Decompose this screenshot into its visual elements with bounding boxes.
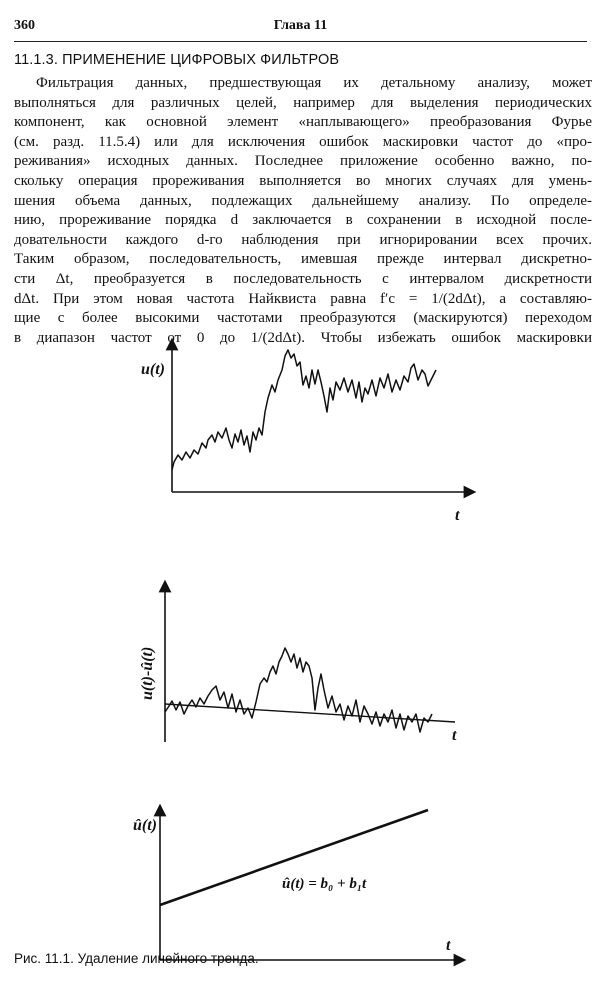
plot3-xlabel: t — [446, 937, 451, 954]
plot3-ylabel: û(t) — [133, 817, 157, 834]
text-line: в диапазон частот от 0 до 1/(2dΔt). Чтобы избежать ошибок маскировки — [14, 329, 592, 346]
text-line: Таким образом, последовательность, имевшая прежде интервал дискретно- — [14, 251, 592, 268]
header-rule — [14, 41, 587, 42]
signal-line — [172, 350, 436, 470]
text-line: компонент, как основной элемент «наплывающего» преобразования Фурье — [14, 114, 592, 131]
trend-formula: û(t) = b₀ + b₁t — [282, 876, 367, 892]
plot-original-signal — [0, 340, 601, 530]
plot1-ylabel: u(t) — [141, 361, 165, 378]
section-title: 11.1.3. ПРИМЕНЕНИЕ ЦИФРОВЫХ ФИЛЬТРОВ — [14, 52, 340, 68]
plot-detrended-signal — [0, 582, 601, 752]
chapter-title: Глава 11 — [273, 18, 328, 33]
text-line: скольку операция прореживания выполняется во многих случаях для умень- — [14, 172, 592, 189]
plot2-ylabel: u(t)-û(t) — [139, 646, 156, 700]
text-line: (см. разд. 11.5.4) или для исключения ошибок маскировки частот до «про- — [14, 133, 592, 150]
text-line: Фильтрация данных, предшествующая их детальному анализу, может — [36, 75, 592, 91]
detrended-line — [165, 648, 432, 732]
text-line: реживания» исходных данных. Последнее приложение особенно важно, по- — [14, 153, 592, 170]
text-line: нию, прореживание порядка d заключается в сохранении в исходной после- — [14, 212, 592, 229]
text-line: шения объема данных, подлежащих дальнейшему анализу. По определе- — [14, 192, 592, 209]
text-line: щие с более высокими частотами преобразуются (маскируются) переходом — [14, 310, 592, 327]
text-line: выполняться для различных целей, например для выделения периодических — [14, 94, 592, 111]
plot-linear-trend — [0, 800, 601, 970]
plot2-xlabel: t — [452, 727, 457, 744]
figure-caption: Рис. 11.1. Удаление линейного тренда. — [14, 951, 259, 966]
page-number: 360 — [14, 18, 35, 33]
zero-line — [165, 704, 455, 722]
text-line: сти Δt, преобразуется в последовательность с интервалом дискретности — [14, 270, 592, 287]
plot1-xlabel: t — [455, 507, 460, 524]
body-paragraph — [14, 74, 592, 348]
text-line: довательности каждого d-го наблюдения при игнорировании всех прочих. — [14, 231, 592, 248]
text-line: dΔt. При этом новая частота Найквиста равна f′c = 1/(2dΔt), а составляю- — [14, 290, 592, 307]
page-header — [14, 18, 587, 40]
